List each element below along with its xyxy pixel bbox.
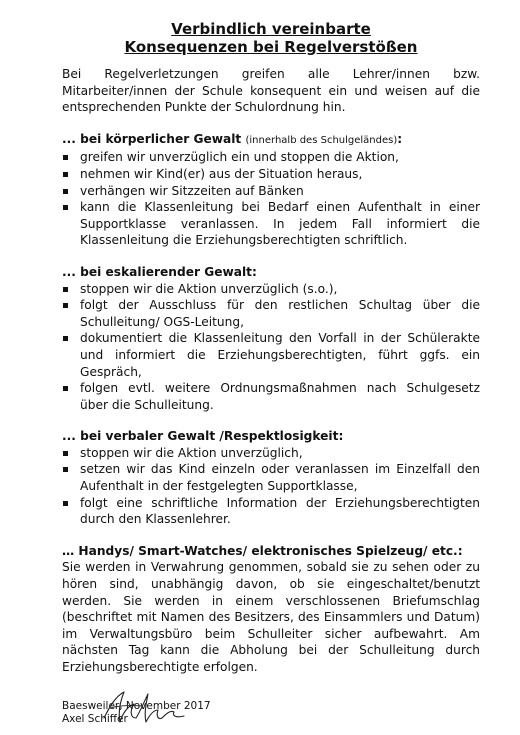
signer-name: Axel Schiffer: [62, 712, 128, 725]
list-item: greifen wir unverzüglich ein und stoppen die Aktion,: [62, 149, 480, 166]
section-heading-text: ... bei körperlicher Gewalt: [62, 131, 242, 146]
list-item: folgt eine schriftliche Information der Erziehungsberechtigten durch den Klassenlehrer.: [62, 495, 480, 528]
list-item: kann die Klassenleitung bei Bedarf einen Aufenthalt in einer Supportklasse veranlassen. In jedem Fall informiert die Klassenleitung die Erziehungsberechtigten schriftlich.: [62, 199, 480, 249]
intro-paragraph: Bei Regelverletzungen greifen alle Lehrer/innen bzw. Mitarbeiter/innen der Schule konsequent ein und weisen auf die entsprechenden Punkte der Schulordnung hin.: [62, 67, 480, 115]
devices-paragraph: Sie werden in Verwahrung genommen, sobald sie zu sehen oder zu hören sind, unabhängig davon, ob sie eingeschaltet/benutzt werden. Sie werden in einem verschlossenen Briefumschlag (beschriftet mit Namen des Besitzers, des Einsammlers und Datum) im Verwaltungsbüro beim Schulleiter sicher aufbewahrt. Am nächsten Tag kann die Abholung bei der Schulleitung durch Erziehungsberechtigte erfolgen.: [62, 560, 480, 674]
section-devices: [62, 543, 480, 676]
list-item: setzen wir das Kind einzeln oder veranlassen im Einzelfall den Aufenthalt in der festgelegten Supportklasse,: [62, 461, 480, 494]
section-heading-note: (innerhalb des Schulgeländes): [245, 134, 398, 146]
bullet-list: [62, 149, 480, 249]
bullet-list: [62, 281, 480, 414]
section-heading-colon: :: [397, 131, 403, 146]
section-heading: … Handys/ Smart-Watches/ elektronisches Spielzeug/ etc.:: [62, 543, 463, 558]
document-title: [62, 20, 480, 56]
bullet-list: [62, 445, 480, 528]
list-item: folgen evtl. weitere Ordnungsmaßnahmen nach Schulgesetz über die Schulleitung.: [62, 380, 480, 413]
list-item: nehmen wir Kind(er) aus der Situation heraus,: [62, 166, 480, 183]
section-verbal-violence: [62, 428, 480, 528]
list-item: stoppen wir die Aktion unverzüglich (s.o.),: [62, 281, 480, 298]
section-heading: ... bei verbaler Gewalt /Respektlosigkeit:: [62, 429, 344, 444]
title-line-1: Verbindlich vereinbarte: [171, 20, 371, 38]
list-item: folgt der Ausschluss für den restlichen Schultag über die Schulleitung/ OGS-Leitung,: [62, 297, 480, 330]
place-date: Baesweiler, November 2017: [62, 699, 211, 712]
section-heading: [62, 131, 480, 150]
list-item: verhängen wir Sitzzeiten auf Bänken: [62, 183, 480, 200]
list-item: dokumentiert die Klassenleitung den Vorfall in der Schülerakte und informiert die Erziehungsberechtigten, führt ggfs. ein Gespräch,: [62, 330, 480, 380]
handwritten-signature: [100, 688, 192, 728]
section-physical-violence: [62, 131, 480, 249]
signature-block: [62, 700, 480, 726]
section-escalating-violence: [62, 264, 480, 413]
section-heading: ... bei eskalierender Gewalt:: [62, 264, 257, 279]
title-line-2: Konsequenzen bei Regelverstößen: [124, 38, 418, 56]
list-item: stoppen wir die Aktion unverzüglich,: [62, 445, 480, 462]
